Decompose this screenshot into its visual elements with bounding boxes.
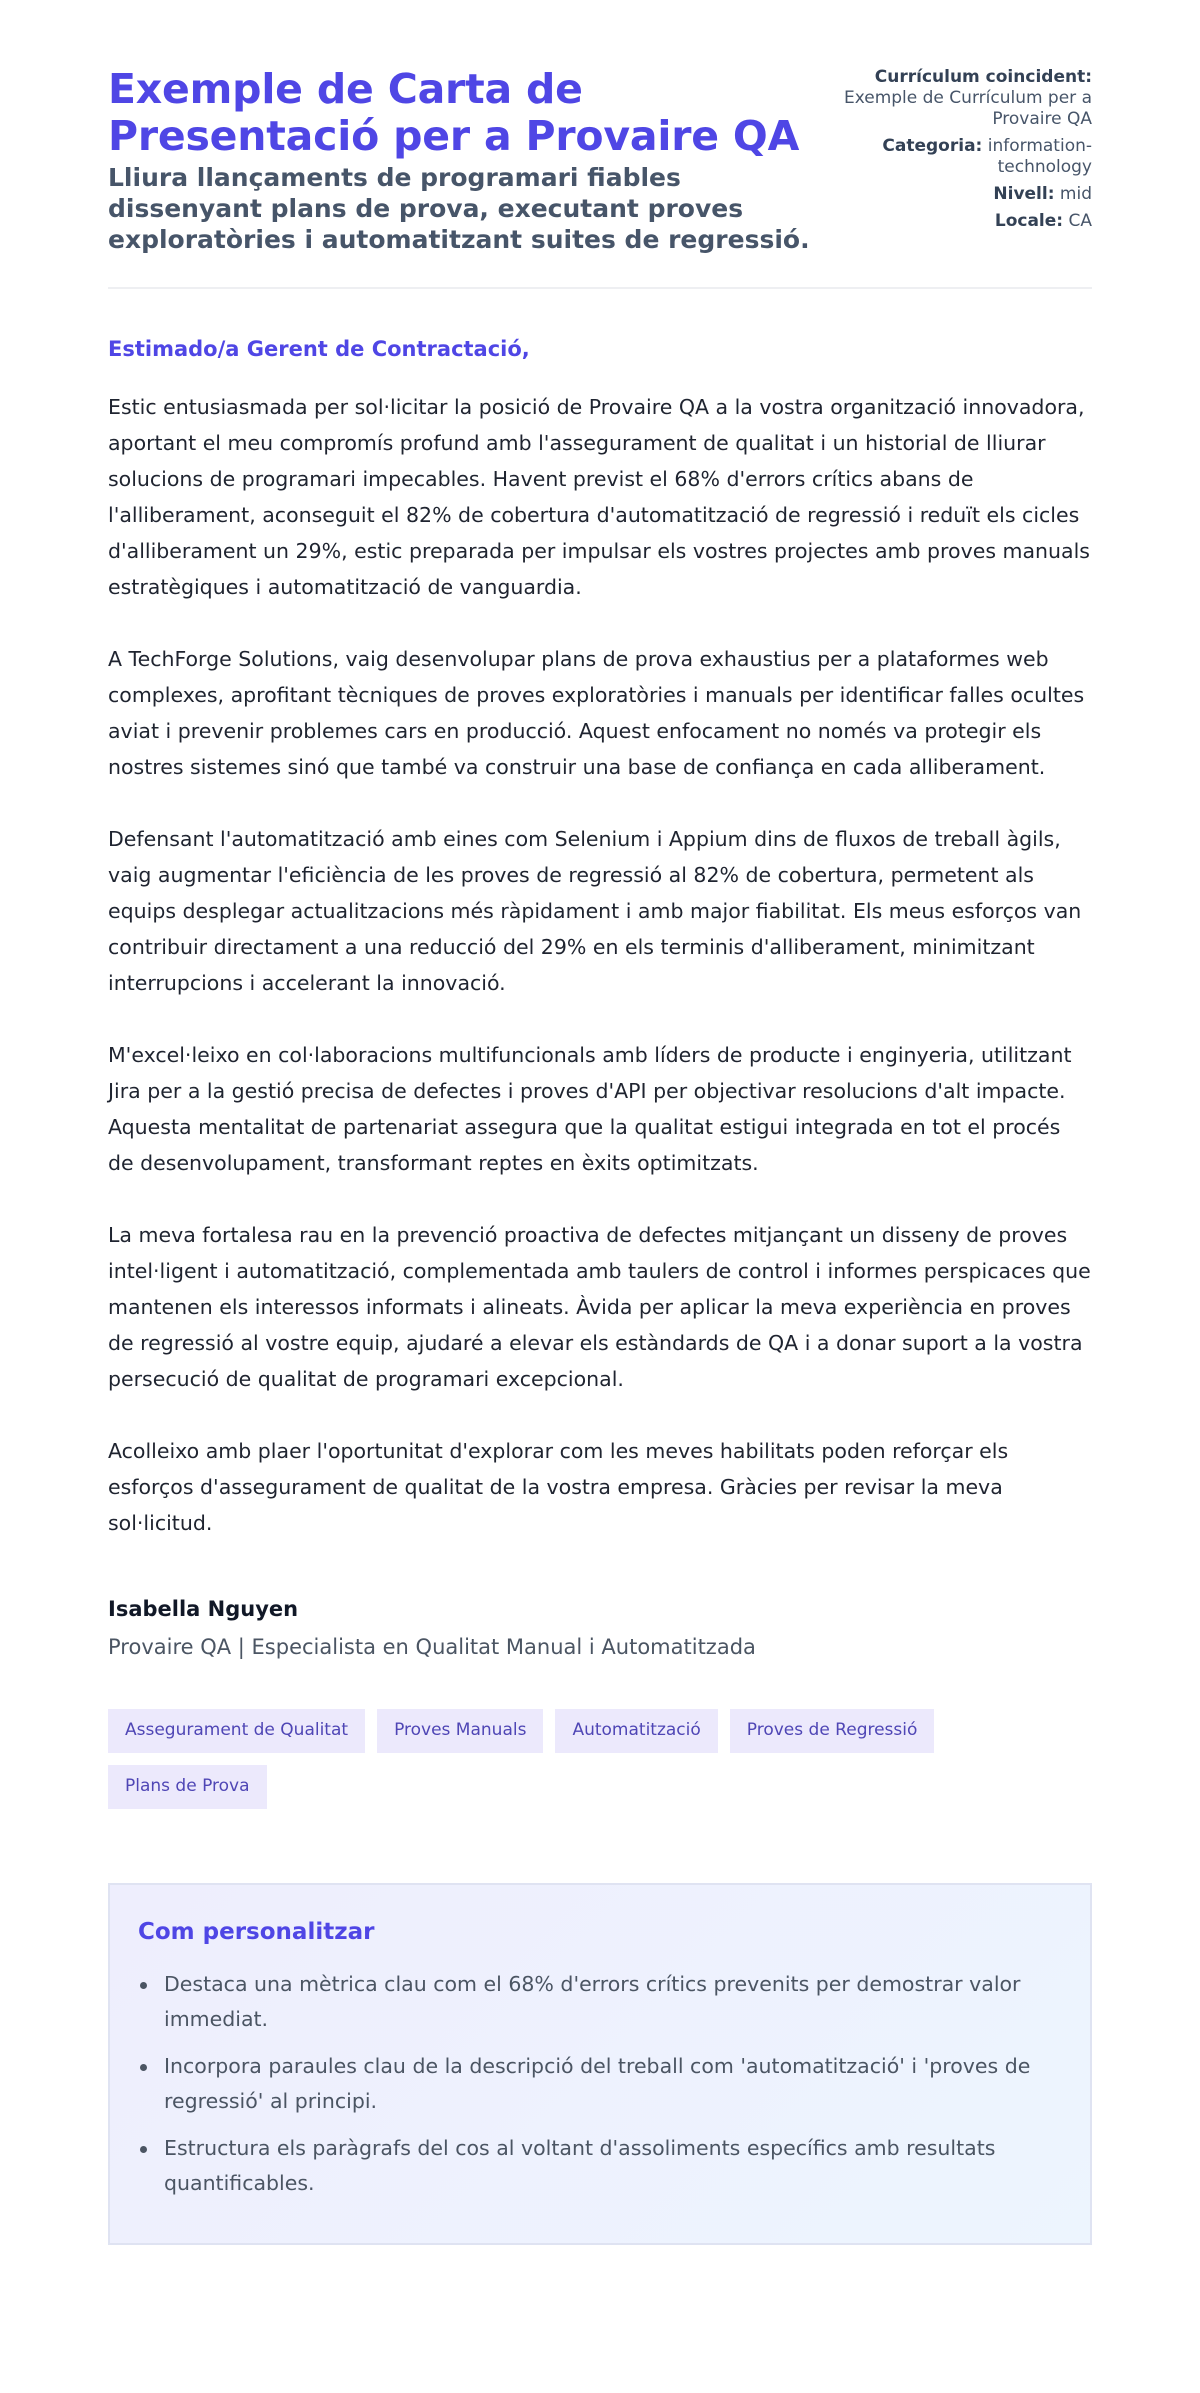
meta-locale [836, 211, 1092, 232]
page-title: Exemple de Carta de Presentació per a Provaire QA [108, 65, 800, 160]
letter-paragraph: Defensant l'automatització amb eines com Selenium i Appium dins de fluxos de treball àgils, vaig augmentar l'eficiència de les proves de regressió al 82% de cobertura, permetent als equips desplegar actualitzacions més ràpidament i amb major fiabilitat. Els meus esforços van contribuir directament a una reducció del 29% en els terminis d'alliberament, minimitzant interrupcions i accelerant la innovació. [108, 827, 1082, 995]
skill-tags [108, 1709, 1008, 1809]
meta-value: Exemple de Currículum per a Provaire QA [843, 88, 1092, 129]
skill-tag: Assegurament de Qualitat [108, 1709, 365, 1753]
meta-label: Currículum coincident: [874, 67, 1092, 87]
letter-paragraph: Acolleixo amb plaer l'oportunitat d'explorar com les meves habilitats poden reforçar els esforços d'assegurament de qualitat de la vostra empresa. Gràcies per revisar la meva sol·licitud. [108, 1439, 1009, 1535]
header-titles [108, 66, 836, 255]
meta-matched-resume [836, 67, 1092, 130]
salutation: Estimado/a Gerent de Contractació, [108, 337, 530, 361]
skill-tag: Proves Manuals [377, 1709, 543, 1753]
meta-label: Locale: [994, 211, 1064, 231]
meta-value: CA [1068, 211, 1092, 231]
tips-title: Com personalitzar [138, 1919, 375, 1945]
letter-body [108, 337, 1092, 1659]
letter-paragraphs [108, 389, 1092, 1541]
letter-paragraph: La meva fortalesa rau en la prevenció proactiva de defectes mitjançant un disseny de proves intel·ligent i automatització, complementada amb taulers de control i informes perspicaces que mantenen els interessos informats i alineats. Àvida per aplicar la meva experiència en proves de regressió al vostre equip, ajudaré a elevar els estàndards de QA i a donar suport a la vostra persecució de qualitat de programari excepcional. [108, 1223, 1091, 1391]
signature-title: Provaire QA | Especialista en Qualitat Manual i Automatitzada [108, 1635, 756, 1659]
skill-tag: Proves de Regressió [730, 1709, 935, 1753]
tip-item: Incorpora paraules clau de la descripció del treball com 'automatització' i 'proves de regressió' al principi. [138, 2049, 1062, 2119]
meta-value: information-technology [987, 136, 1092, 177]
letter-paragraph: Estic entusiasmada per sol·licitar la posició de Provaire QA a la vostra organització innovadora, aportant el meu compromís profund amb l'assegurament de qualitat i un historial de lliurar solucions de programari impecables. Havent previst el 68% d'errors crítics abans de l'alliberament, aconseguit el 82% de cobertura d'automatització de regressió i reduït els cicles d'alliberament un 29%, estic preparada per impulsar els vostres projectes amb proves manuals estratègiques i automatització de vanguardia. [108, 395, 1090, 599]
customization-tips-box [108, 1883, 1092, 2245]
letter-paragraph: A TechForge Solutions, vaig desenvolupar plans de prova exhaustius per a plataformes web complexes, aprofitant tècniques de proves exploratòries i manuals per identificar falles ocultes aviat i prevenir problemes cars en producció. Aquest enfocament no només va protegir els nostres sistemes sinó que també va construir una base de confiança en cada alliberament. [108, 647, 1085, 779]
tip-item: Estructura els paràgrafs del cos al voltant d'assoliments específics amb resultats quantificables. [138, 2131, 1062, 2201]
skill-tag: Automatització [555, 1709, 717, 1753]
page-header [108, 66, 1092, 289]
skill-tag: Plans de Prova [108, 1765, 267, 1809]
page-subtitle: Lliura llançaments de programari fiables dissenyant plans de prova, executant proves exploratòries i automatitzant suites de regressió. [108, 163, 810, 254]
meta-label: Nivell: [993, 184, 1055, 204]
meta-label: Categoria: [882, 136, 983, 156]
tips-list [138, 1967, 1062, 2201]
metadata-panel [836, 66, 1092, 238]
tip-item: Destaca una mètrica clau com el 68% d'errors crítics prevenits per demostrar valor immediat. [138, 1967, 1062, 2037]
letter-paragraph: M'excel·leixo en col·laboracions multifuncionals amb líders de producte i enginyeria, utilitzant Jira per a la gestió precisa de defectes i proves d'API per objectivar resolucions d'alt impacte. Aquesta mentalitat de partenariat assegura que la qualitat estigui integrada en tot el procés de desenvolupament, transformant reptes en èxits optimitzats. [108, 1043, 1072, 1175]
meta-category [836, 136, 1092, 178]
meta-level [836, 184, 1092, 205]
signature-name: Isabella Nguyen [108, 1597, 299, 1621]
meta-value: mid [1059, 184, 1092, 204]
